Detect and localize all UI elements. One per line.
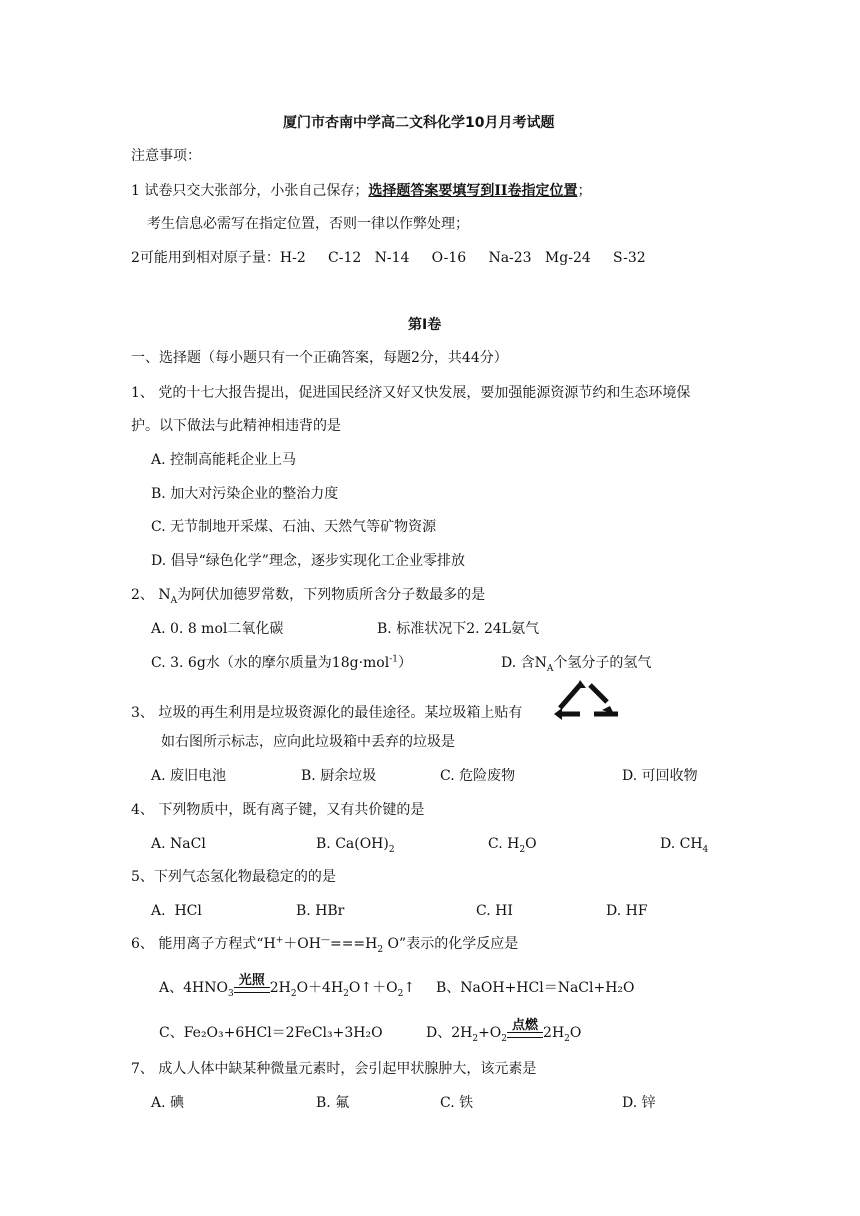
q2-option-d-end: 个氢分子的氢气	[553, 655, 652, 671]
q6-a-s1: 3	[227, 988, 234, 999]
q2-option-c	[151, 654, 412, 672]
part-heading: 一、选择题（每小题只有一个正确答案，每题2分，共44分）	[131, 350, 508, 366]
q6-d-t1: D、2H	[426, 1025, 473, 1041]
q2-option-b: B. 标准状况下2. 24L氨气	[377, 621, 540, 637]
q2-stem-text: 2、 N	[131, 587, 171, 603]
q1-stem-line2: 护。以下做法与此精神相违背的是	[131, 418, 341, 434]
notice-1-text: 1 试卷只交大张部分，小张自己保存；	[131, 183, 369, 199]
recycle-triangle-svg	[552, 680, 620, 720]
q6-a-t3: O＋4H	[296, 980, 344, 996]
recycle-head-top	[576, 680, 586, 688]
q6-a-t1: A、4HNO	[159, 980, 228, 996]
q6-option-a	[159, 973, 416, 999]
q5-option-d: D. HF	[606, 903, 648, 919]
notice-2-atomic-masses: 2可能用到相对原子量：H-2 C-12 N-14 O-16 Na-23 Mg-24 S-32	[131, 250, 646, 266]
q2-stem-sub: A	[170, 595, 178, 606]
q4-option-c-sub: 2	[519, 844, 526, 855]
q5-stem: 5、下列气态氢化物最稳定的的是	[131, 869, 336, 885]
q1-option-a: A. 控制高能耗企业上马	[151, 452, 297, 468]
q3-option-c: C. 危险废物	[440, 768, 516, 784]
q6-option-d	[426, 1018, 582, 1044]
q3-stem-line2: 如右图所示标志，应向此垃圾箱中丢弃的垃圾是	[161, 734, 455, 750]
q6-option-b: B、NaOH+HCl＝NaCl+H₂O	[436, 980, 635, 996]
q6-d-s2: 2	[501, 1033, 508, 1044]
q6-stem-oh: ＋OH	[283, 936, 321, 952]
q7-option-a: A. 碘	[151, 1095, 185, 1111]
q4-option-b-text: B. Ca(OH)	[316, 836, 389, 852]
q6-stem-end: O”表示的化学反应是	[383, 936, 519, 952]
q2-option-d-text: D. 含N	[501, 655, 547, 671]
q4-option-b	[316, 835, 395, 853]
q1-option-d: D. 倡导“绿色化学”理念，逐步实现化工企业零排放	[151, 553, 465, 569]
q6-stem-sub: 2	[377, 944, 384, 955]
q2-option-c-text: C. 3. 6g水（水的摩尔质量为18g·mol	[151, 655, 390, 671]
q6-a-condition: 光照	[238, 973, 265, 988]
q4-option-a: A. NaCl	[151, 836, 206, 852]
q2-option-c-sup: -1	[389, 654, 398, 665]
q4-option-b-sub: 2	[388, 844, 395, 855]
q6-d-condition-arrow	[507, 1020, 543, 1038]
q3-option-d: D. 可回收物	[622, 768, 698, 784]
notice-1	[131, 182, 591, 200]
q6-d-s3: 2	[564, 1033, 570, 1044]
q5-option-a: A. HCl	[151, 903, 202, 919]
notice-1b: 考生信息必需写在指定位置，否则一律以作弊处理；	[147, 216, 469, 232]
q7-option-c: C. 铁	[440, 1095, 474, 1111]
q3-stem-line1: 3、 垃圾的再生利用是垃圾资源化的最佳途径。某垃圾箱上贴有	[131, 705, 523, 721]
recycle-arrow-right	[590, 685, 607, 702]
volume-heading: 第Ⅰ卷	[408, 317, 442, 333]
q5-option-c: C. HI	[476, 903, 513, 919]
recycle-triangle-icon	[552, 680, 620, 720]
notice-heading: 注意事项：	[131, 148, 201, 164]
q7-option-b: B. 氟	[316, 1095, 350, 1111]
q6-d-t4: O	[569, 1025, 582, 1041]
q6-option-c: C、Fe₂O₃+6HCl＝2FeCl₃+3H₂O	[159, 1025, 383, 1041]
q6-stem-text: 6、 能用离子方程式“H	[131, 936, 276, 952]
q6-a-s3: 2	[343, 988, 349, 999]
q6-a-condition-arrow	[234, 975, 270, 993]
q2-option-d	[501, 654, 651, 672]
q3-option-a: A. 废旧电池	[151, 768, 227, 784]
recycle-head-left	[554, 708, 562, 720]
q7-stem: 7、 成人人体中缺某种微量元素时，会引起甲状腺肿大，该元素是	[131, 1061, 537, 1077]
q5-option-b: B. HBr	[296, 903, 345, 919]
q2-stem	[131, 586, 485, 604]
q4-option-d-text: D. CH	[660, 836, 703, 852]
q6-a-t5: ↑	[403, 980, 416, 996]
q4-option-d-sub: 4	[702, 844, 709, 855]
q6-a-s4: 2	[397, 988, 404, 999]
q4-option-c	[488, 835, 537, 853]
q6-stem-sup1: +	[275, 935, 284, 946]
q6-d-t2: +O	[478, 1025, 502, 1041]
notice-1-emphasis: 选择题答案要填写到II卷指定位置	[368, 183, 578, 199]
q2-option-a: A. 0. 8 mol二氧化碳	[151, 621, 284, 637]
q6-d-s1: 2	[472, 1033, 479, 1044]
q6-stem-eq: ===H	[329, 936, 378, 952]
notice-1-end: ；	[577, 183, 592, 199]
q6-d-t3: 2H	[543, 1025, 565, 1041]
q6-a-t2: 2H	[269, 980, 291, 996]
q6-stem-sup2: —	[320, 935, 330, 946]
q4-stem: 4、 下列物质中，既有离子键，又有共价键的是	[131, 802, 425, 818]
recycle-arrow-left	[560, 685, 580, 708]
q6-a-s2: 2	[290, 988, 297, 999]
q1-stem-line1: 1、 党的十七大报告提出，促进国民经济又好又快发展，要加强能源资源节约和生态环境保	[131, 385, 691, 401]
q6-a-t4: O↑＋O	[348, 980, 398, 996]
q6-d-condition: 点燃	[512, 1018, 539, 1033]
q4-option-c-text: C. H	[488, 836, 520, 852]
q1-option-c: C. 无节制地开采煤、石油、天然气等矿物资源	[151, 519, 437, 535]
page-title: 厦门市杏南中学高二文科化学10月月考试题	[283, 115, 555, 131]
q2-stem-rest: 为阿伏加德罗常数，下列物质所含分子数最多的是	[177, 587, 486, 603]
q6-stem	[131, 935, 518, 953]
q7-option-d: D. 锌	[622, 1095, 656, 1111]
q2-option-d-sub: A	[546, 663, 554, 674]
q4-option-d	[660, 835, 708, 853]
q4-option-c-end: O	[525, 836, 537, 852]
q2-option-c-end: ）	[397, 655, 412, 671]
q1-option-b: B. 加大对污染企业的整治力度	[151, 486, 339, 502]
q3-option-b: B. 厨余垃圾	[301, 768, 377, 784]
